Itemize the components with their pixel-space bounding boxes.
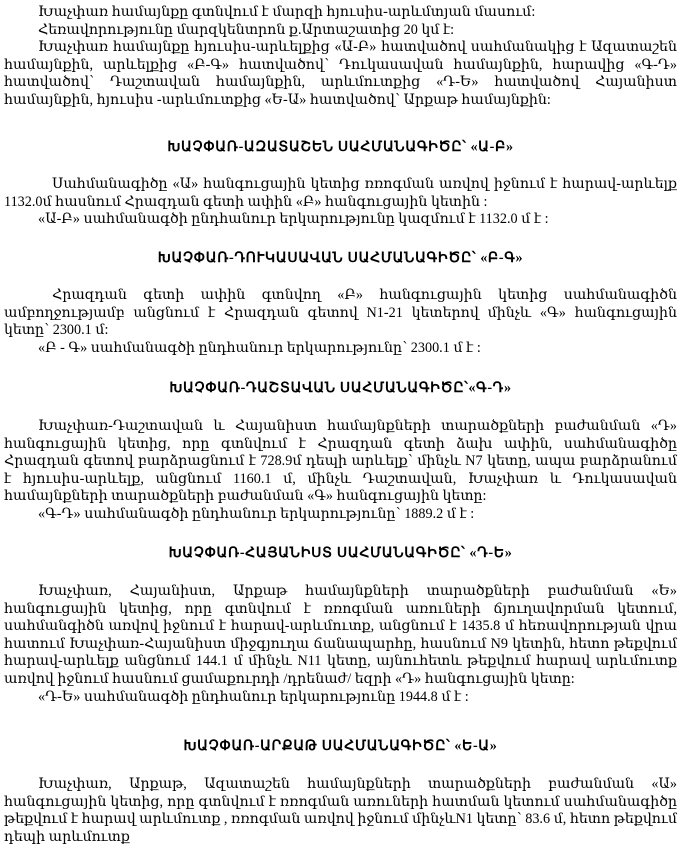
section-e-a — [4, 738, 677, 756]
section-a-b — [4, 139, 677, 157]
section-title: ԽԱՉՓԱՌ-ԱՐՔԱԹ ՍԱՀՄԱՆԱԳԻԾԸ՝ «Ե-Ա» — [183, 738, 498, 754]
section-paragraph: Սահմանագիծը «Ա» հանգուցային կետից ռռոգման առվով իջնում է հարավ-արևելք 1132.0մ հասնում Հրազդան գետի ափին «Բ» հանգուցային կետին : — [4, 176, 677, 210]
section-title: ԽԱՉՓԱՌ-ԴՈՒԿԱՍԱՎԱՆ ՍԱՀՄԱՆԱԳԻԾԸ՝ «Բ-Գ» — [157, 250, 524, 266]
section-d-e-body — [4, 583, 677, 706]
section-length: «Բ - Գ» սահմանագծի ընդհանուր երկարությունը՝ 2300.1 մ է : — [38, 339, 481, 356]
section-g-d-body — [4, 418, 677, 524]
intro-paragraph-borders: Խաչփառ համայնքը հյուսիս-արևելքից «Ա-Բ» հատվածով սահմանակից է Ազատաշեն համայնքին, արևելքից «Բ-Գ» հատվածով՝ Դուկասավան համայնքին, հարավից «Գ-Դ» հատվածով՝ Դաշտավան համայնքին, արևմուտքից «Դ-Ե» հատվածով Հայանիստ համայնքին, հյուսիս -արևմուտքից «Ե-Ա» հատվածով՝ Արքաթ համայնքին: — [4, 39, 677, 108]
section-title: ԽԱՉՓԱՌ-ԱԶԱՏԱՇԵՆ ՍԱՀՄԱՆԱԳԻԾԸ՝ «Ա-Բ» — [167, 139, 514, 155]
section-a-b-body — [4, 176, 677, 229]
section-length: «Դ-Ե» սահմանագծի ընդհանուր երկարությունը 1944.8 մ է : — [38, 688, 469, 705]
section-g-d — [4, 380, 677, 398]
section-e-a-body — [4, 776, 677, 846]
section-length: «Գ-Դ» սահմանագծի ընդհանուր երկարությունը՝ 1889.2 մ է : — [38, 505, 475, 522]
intro-paragraph-location: Խաչփառ համայնքը գտնվում է մարզի հյուսիս-արևմտյան մասում: — [38, 4, 536, 20]
intro-paragraph-distance: Հեռավորությունը մարզկենտրոն ք.Արտաշատից 20 կմ է: — [38, 21, 455, 38]
intro-block — [4, 4, 677, 110]
section-paragraph: Հրազդան գետի ափին գտնվող «Բ» հանգուցային կետից սահմանագիծն ամբողջությամբ անցնում է Հրազդան գետով N1-21 կետերով մինչև «Գ» հանգուցային կետը՝ 2300.1 մ: — [4, 287, 677, 339]
section-paragraph: Խաչփառ-Դաշտավան և Հայանիստ համայնքների տարածքների բաժանման «Դ» հանգուցային կետից, որը գտնվում է Հրազդան գետի ձախ ափին, սահմանագիծը Հրազդան գետով բարձրացնում է 728.9մ դեպի արևելք՝ մինչև N7 կետը, ապա բարձրանում է հյուսիս-արևելք, անցնում 1160.1 մ, մինչև Դաշտավան, Խաչփառ և Դուկասավան համայնքների տարածքների բաժանման «Գ» հանգուցային կետը: — [4, 418, 677, 505]
section-paragraph: Խաչփառ, Հայանիստ, Արքաթ համայնքների տարածքների բաժանման «Ե» հանգուցային կետից, որը գտնվում է ռռոգման առուների ճյուղավորման կետում, սահմանգիծն առվով իջնում է հարավ-արևմուտք, անցնում է 1435.8 մ հեռավորության վրա հատում Խաչփառ-Հայանիստ միջգյուղա ճանապարհը, հասնում N9 կետին, հետո թեքվում հարավ-արևելք անցնում 144.1 մ մինչև N11 կետը, այնուհետև թեքվում հարավ արևմուտք առվով իջնում հասնում ցամաքուրդի /դրենաժ/ եզրի «Դ» հանգուցային կետը: — [4, 583, 677, 687]
section-d-e — [4, 545, 677, 563]
section-title: ԽԱՉՓԱՌ-ԴԱՇՏԱՎԱՆ ՍԱՀՄԱՆԱԳԻԾԸ՝«Գ-Դ» — [169, 380, 512, 396]
section-b-g-body — [4, 287, 677, 357]
section-title: ԽԱՉՓԱՌ-ՀԱՅԱՆԻՍՏ ՍԱՀՄԱՆԱԳԻԾԸ՝ «Դ-Ե» — [168, 545, 513, 561]
section-b-g — [4, 250, 677, 268]
section-paragraph: Խաչփառ, Արքաթ, Ազատաշեն համայնքների տարածքների բաժանման «Ա» հանգուցային կետից, որը գտնվում է ռռոգման առուների հատման կետում սահմանագիծը թեքվում է հարավ արևմուտք , ռռոգման առվով իջնում մինչևN1 կետը՝ 83.6 մ, հետո թեքվում դեպի արևմուտք — [4, 776, 677, 845]
section-length: «Ա-Բ» սահմանագծի ընդհանուր երկարությունը կազմում է 1132.0 մ է : — [38, 211, 549, 228]
